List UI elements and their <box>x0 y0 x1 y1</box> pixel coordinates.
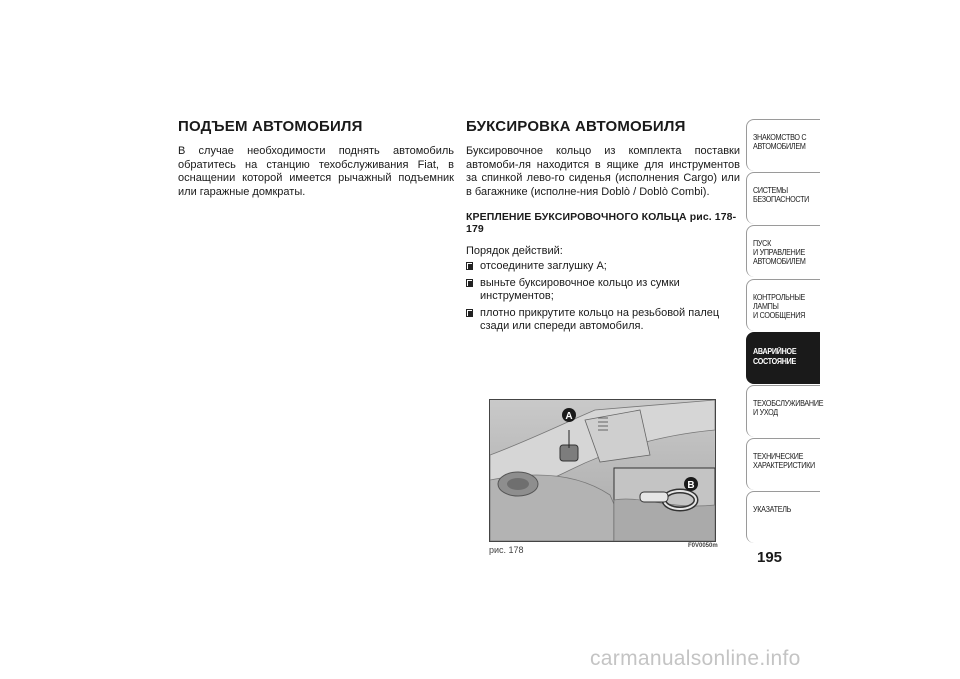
lifting-text: В случае необходимости поднять автомобиль обратитесь на станцию техобслуживания Fiat, в оснащении которой имеется рычажный подъемник или гаражные домкраты. <box>178 145 454 198</box>
section-title-towing: БУКСИРОВКА АВТОМОБИЛЯ <box>466 118 686 135</box>
tab-warning-lights[interactable] <box>746 279 820 331</box>
tab-label: ТЕХНИЧЕСКИЕ ХАРАКТЕРИСТИКИ <box>753 452 815 471</box>
tab-starting-driving[interactable] <box>746 225 820 277</box>
step-text: выньте буксировочное кольцо из сумки инструментов; <box>480 276 680 302</box>
step-text: плотно прикрутите кольцо на резьбовой палец сзади или спереди автомобиля. <box>480 306 720 332</box>
tab-label: ЗНАКОМСТВО С АВТОМОБИЛЕМ <box>753 133 807 151</box>
section-title-lifting: ПОДЪЕМ АВТОМОБИЛЯ <box>178 118 363 135</box>
checkbox-bullet-icon <box>466 262 473 270</box>
checkbox-bullet-icon <box>466 309 473 317</box>
tab-emergency[interactable] <box>746 332 820 384</box>
tab-label: КОНТРОЛЬНЫЕ ЛАМПЫ И СООБЩЕНИЯ <box>753 292 806 320</box>
steps-list <box>466 260 740 334</box>
tab-label: ПУСК И УПРАВЛЕНИЕ АВТОМОБИЛЕМ <box>753 239 806 267</box>
tab-label: ТЕХОБСЛУЖИВАНИЕ И УХОД <box>753 398 824 417</box>
label-a: A <box>565 411 573 422</box>
tow-hook-illustration <box>490 400 715 541</box>
tab-index[interactable] <box>746 491 820 543</box>
tab-technical-specs[interactable] <box>746 438 820 490</box>
figure-caption: рис. 178 <box>489 545 524 555</box>
tab-safety[interactable] <box>746 172 820 224</box>
watermark: carmanualsonline.info <box>590 647 801 670</box>
figure-code: F0V0050m <box>688 543 718 549</box>
list-item <box>466 307 740 334</box>
step-text: отсоедините заглушку А; <box>480 260 607 272</box>
left-column <box>178 118 454 199</box>
list-item <box>466 277 740 304</box>
tab-label: УКАЗАТЕЛЬ <box>753 505 792 515</box>
towing-text: Буксировочное кольцо из комплекта поставки автомоби-ля находится в ящике для инструментов за спинкой лево-го сиденья (исполнения Cargo) или в багажнике (исполне-ния Doblò / Doblò Combi). <box>466 145 740 198</box>
tab-label: АВАРИЙНОЕ СОСТОЯНИЕ <box>753 346 797 366</box>
tab-maintenance[interactable] <box>746 385 824 437</box>
right-column <box>466 118 740 337</box>
tab-introduction[interactable] <box>746 119 820 171</box>
figure-178 <box>489 399 716 542</box>
page-number: 195 <box>757 549 783 566</box>
list-item <box>466 260 740 274</box>
chapter-tabs <box>746 119 824 545</box>
subsection-title-ring: КРЕПЛЕНИЕ БУКСИРОВОЧНОГО КОЛЬЦА рис. 178-179 <box>466 211 737 235</box>
tab-label: СИСТЕМЫ БЕЗОПАСНОСТИ <box>753 186 810 205</box>
label-b: B <box>687 480 695 491</box>
checkbox-bullet-icon <box>466 279 473 287</box>
steps-title: Порядок действий: <box>466 245 563 257</box>
